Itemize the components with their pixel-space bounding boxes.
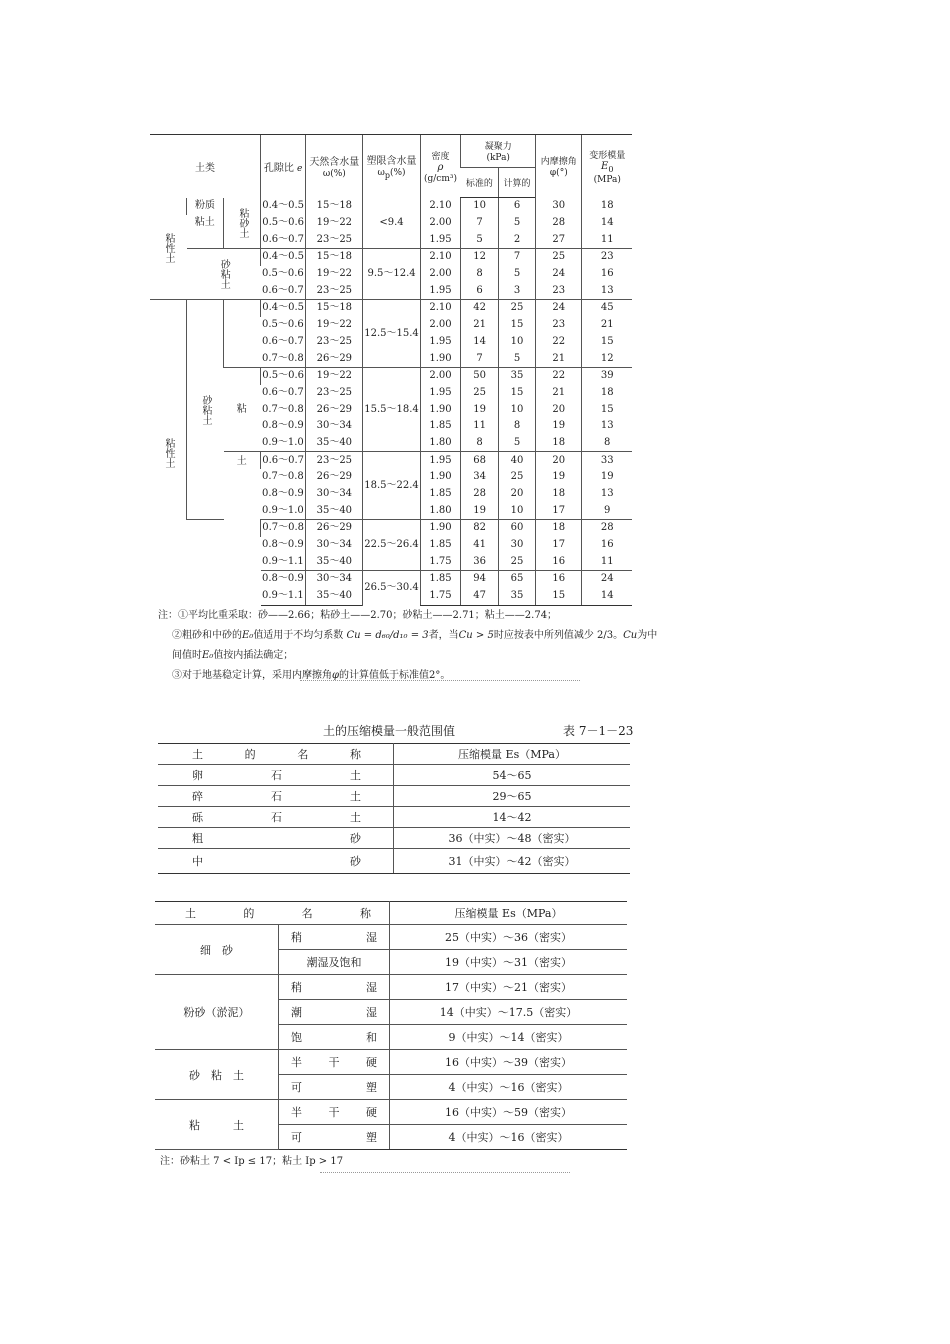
cell: 50 <box>461 367 499 384</box>
soil-group-label: 粘性土 <box>163 233 174 264</box>
header-soil-type: 土类 <box>150 135 261 198</box>
soil-group-name: 细 砂 <box>155 925 279 975</box>
table-row <box>155 1050 627 1075</box>
soil-state: 可 塑 <box>279 1075 390 1100</box>
soil-name: 砾 石 土 <box>158 807 394 828</box>
cell: 25 <box>498 469 535 486</box>
cell: 16 <box>582 537 632 554</box>
soil-name: 中 砂 <box>158 849 394 874</box>
cell: 1.75 <box>420 588 461 605</box>
cell: 0.7～0.8 <box>261 403 304 415</box>
cell: 25 <box>536 249 582 266</box>
cell: 28 <box>536 215 582 232</box>
table-row <box>150 198 632 215</box>
cell: 5 <box>498 266 535 283</box>
cell: 0.5～0.6 <box>261 268 304 280</box>
cell: 10 <box>461 198 499 215</box>
soil-state: 可 塑 <box>279 1125 390 1150</box>
table-row <box>150 520 632 537</box>
soil-nian-sha <box>224 198 261 249</box>
soil-state: 潮 湿 <box>279 1000 390 1025</box>
cell: 0.4～0.5 <box>261 249 306 266</box>
cell: 30～34 <box>306 486 363 503</box>
cell: 2.10 <box>420 198 461 215</box>
cell: 6 <box>461 282 499 299</box>
cell: 23～25 <box>306 452 363 469</box>
cell: 8 <box>498 418 535 435</box>
cell: 0.6～0.7 <box>261 386 304 398</box>
soil-name: 碎 石 土 <box>158 786 394 807</box>
cell: 21 <box>582 317 632 334</box>
cell: 19～22 <box>306 367 363 384</box>
table2-title: 土的压缩模量一般范围值 <box>323 724 456 738</box>
cut-off-line-2 <box>320 1172 570 1173</box>
soil-sha-nian <box>187 249 261 300</box>
table-row <box>158 786 630 807</box>
compression-modulus-value: 17（中实）～21（密实） <box>390 975 628 1000</box>
cell: 12 <box>582 350 632 367</box>
table-row <box>158 849 630 874</box>
cell: 0.7～0.8 <box>261 352 304 364</box>
cell: 26～29 <box>306 469 363 486</box>
cell: 23～25 <box>306 282 363 299</box>
cell: 7 <box>461 350 499 367</box>
soil-name: 卵 石 土 <box>158 765 394 786</box>
cell: 23～25 <box>306 231 363 248</box>
cell: 0.9～1.1 <box>261 588 306 605</box>
cell: 10 <box>498 334 535 351</box>
cell: 22 <box>536 367 582 384</box>
cell: 30～34 <box>306 571 363 588</box>
cell: 23 <box>536 282 582 299</box>
soil-subtype-label: 粘砂土 <box>237 207 248 238</box>
cell: 28 <box>461 486 499 503</box>
cell: 26～29 <box>306 350 363 367</box>
soil-sha-nian-2 <box>187 300 224 520</box>
cell: 5 <box>498 435 535 452</box>
cell: 8 <box>582 435 632 452</box>
cell: 19～22 <box>306 215 363 232</box>
cell: 0.5～0.6 <box>261 215 306 232</box>
cell: 0.4～0.5 <box>261 198 306 215</box>
cell: 1.95 <box>420 385 461 402</box>
table-row <box>150 249 632 266</box>
cell: 16 <box>582 266 632 283</box>
cell: 2.00 <box>420 317 461 334</box>
cell: 41 <box>461 537 499 554</box>
cell: 19～22 <box>306 317 363 334</box>
cell: 14 <box>461 334 499 351</box>
cell: 5 <box>498 350 535 367</box>
header-friction-angle: 内摩擦角 φ(°) <box>536 135 582 198</box>
cell: 14 <box>582 588 632 605</box>
compression-modulus-value: 9（中实）～14（密实） <box>390 1025 628 1050</box>
cell: 17 <box>536 537 582 554</box>
header-density: 密度 ρ (g/cm³) <box>420 135 461 198</box>
cell: 35～40 <box>306 553 363 570</box>
header-cohesion: 凝聚力 (kPa) <box>461 135 536 168</box>
cell: 36 <box>461 553 499 570</box>
cell: 18 <box>536 486 582 503</box>
cell: 21 <box>461 317 499 334</box>
cell: 0.4～0.5 <box>261 300 306 317</box>
cell: 19 <box>536 418 582 435</box>
cell: 0.6～0.7 <box>261 452 306 469</box>
table3-note: 注：砂粘土 7 < Ip ≤ 17；粘土 Ip > 17 <box>160 1156 344 1167</box>
cell: 0.7～0.8 <box>261 471 304 483</box>
soil-subtype-label: 砂粘土 <box>200 394 211 425</box>
cell: 23 <box>582 249 632 266</box>
cut-off-line <box>300 680 580 685</box>
cell: 65 <box>498 571 535 588</box>
header-natural-moisture: 天然含水量 ω(%) <box>306 135 363 198</box>
cell: 0.8～0.9 <box>261 420 304 432</box>
cell-plastic-limit: 9.5～12.4 <box>363 249 420 300</box>
soil-nian-2: 粘 <box>224 367 261 451</box>
table-row <box>155 975 627 1000</box>
cell: 21 <box>536 350 582 367</box>
table-row <box>158 828 630 849</box>
soil-properties-body <box>150 198 632 606</box>
cell: 26～29 <box>306 520 363 537</box>
note-3: ③对于地基稳定计算，采用内摩擦角φ的计算值低于标准值2°。 <box>172 670 451 681</box>
cell: 24 <box>536 266 582 283</box>
cell-plastic-limit: 26.5～30.4 <box>363 571 420 605</box>
note-2: ②粗砂和中砂的E₀值适用于不均匀系数 Cu = d₆₀/d₁₀ = 3者，当Cu > 5时应按表中所列值减少 2/3。Cu为中 <box>172 630 658 641</box>
cell: 11 <box>582 553 632 570</box>
compression-modulus-detail-table <box>155 901 627 1150</box>
soil-group-label: 粘性土 <box>163 437 174 468</box>
cell: 19 <box>461 401 499 418</box>
soil-state: 潮湿及饱和 <box>279 950 390 975</box>
cell: 9 <box>582 502 632 519</box>
cell: 0.9～1.0 <box>261 504 304 516</box>
cell: 18 <box>582 198 632 215</box>
cell: 15 <box>582 401 632 418</box>
cell: 0.6～0.7 <box>261 284 304 296</box>
cell: 6 <box>498 198 535 215</box>
compression-modulus-value: 29～65 <box>394 786 631 807</box>
cell: 23 <box>536 317 582 334</box>
cell: 7 <box>498 249 535 266</box>
cell: 40 <box>498 452 535 469</box>
cell: 3 <box>498 282 535 299</box>
cell: 1.85 <box>420 486 461 503</box>
compression-modulus-value: 4（中实）～16（密实） <box>390 1075 628 1100</box>
cell: 17 <box>536 502 582 519</box>
table-header-row <box>158 744 630 765</box>
cell: 30 <box>536 198 582 215</box>
cell-plastic-limit: 22.5～26.4 <box>363 520 420 571</box>
cell: 35～40 <box>306 502 363 519</box>
cell: 28 <box>582 520 632 537</box>
cell: 15～18 <box>306 249 363 266</box>
cell: 25 <box>498 553 535 570</box>
soil-properties-table <box>150 134 632 606</box>
cell: 26～29 <box>306 401 363 418</box>
compression-modulus-value: 31（中实）～42（密实） <box>394 849 631 874</box>
cell: 8 <box>461 266 499 283</box>
cell: 35～40 <box>306 588 363 605</box>
cell: 14 <box>582 215 632 232</box>
table-row <box>155 925 627 950</box>
cell: 12 <box>461 249 499 266</box>
cell: 34 <box>461 469 499 486</box>
cell: 2.00 <box>420 266 461 283</box>
cell: 2.10 <box>420 300 461 317</box>
soil-group-2 <box>150 300 187 605</box>
header-soil-name: 土 的 名 称 <box>158 744 394 765</box>
cell: 1.90 <box>420 401 461 418</box>
cell: 0.6～0.7 <box>261 335 304 347</box>
cell-plastic-limit: 18.5～22.4 <box>363 452 420 520</box>
cell: 10 <box>498 401 535 418</box>
cell: 39 <box>582 367 632 384</box>
table-row <box>158 765 630 786</box>
soil-tu-2: 土 <box>224 452 261 605</box>
cell: 15 <box>498 385 535 402</box>
cell: 68 <box>461 452 499 469</box>
cell: 2.10 <box>420 249 461 266</box>
cell: 0.5～0.6 <box>261 367 306 384</box>
cell: 24 <box>582 571 632 588</box>
cell: 20 <box>536 401 582 418</box>
cell: 42 <box>461 300 499 317</box>
cell: 0.5～0.6 <box>261 319 304 331</box>
header-void-ratio: 孔隙比 e <box>261 135 306 198</box>
cell: 1.95 <box>420 231 461 248</box>
cell: 18 <box>536 520 582 537</box>
cell: 15 <box>536 588 582 605</box>
cell: 5 <box>498 215 535 232</box>
cell: 35 <box>498 367 535 384</box>
cell-plastic-limit: 15.5～18.4 <box>363 367 420 451</box>
table-row <box>150 300 632 317</box>
cell: 18 <box>536 435 582 452</box>
cell: 30～34 <box>306 418 363 435</box>
cell: 1.90 <box>420 469 461 486</box>
cell-plastic-limit: 12.5～15.4 <box>363 300 420 368</box>
soil-group-name: 粉砂（淤泥） <box>155 975 279 1050</box>
cell: 1.95 <box>420 282 461 299</box>
cell: 19 <box>536 469 582 486</box>
cell: 10 <box>498 502 535 519</box>
compression-modulus-value: 36（中实）～48（密实） <box>394 828 631 849</box>
cell: 15 <box>498 317 535 334</box>
cell: 1.75 <box>420 553 461 570</box>
cell: 25 <box>498 300 535 317</box>
compression-modulus-value: 16（中实）～59（密实） <box>390 1100 628 1125</box>
cell: 13 <box>582 418 632 435</box>
table-header-row <box>155 902 627 925</box>
cell: 1.80 <box>420 502 461 519</box>
cell: 22 <box>536 334 582 351</box>
header-compression-modulus: 压缩模量 Es（MPa） <box>394 744 631 765</box>
soil-state: 稍 湿 <box>279 975 390 1000</box>
cell: 35～40 <box>306 435 363 452</box>
cell: 13 <box>582 282 632 299</box>
compression-modulus-value: 16（中实）～39（密实） <box>390 1050 628 1075</box>
cell: 13 <box>582 486 632 503</box>
table-notes <box>158 606 658 686</box>
cell: 15 <box>582 334 632 351</box>
compression-modulus-value: 25（中实）～36（密实） <box>390 925 628 950</box>
note-2-cont: 间值时E₀值按内插法确定； <box>172 650 294 661</box>
cell: 7 <box>461 215 499 232</box>
cell: 1.95 <box>420 452 461 469</box>
soil-group-1 <box>150 198 187 300</box>
cell: 21 <box>536 385 582 402</box>
compression-modulus-table <box>158 743 630 874</box>
header-cohesion-standard: 标准的 <box>461 168 499 198</box>
header-plastic-limit: 塑限含水量 $\omega_p(\%)$ <box>363 135 420 198</box>
soil-state: 饱 和 <box>279 1025 390 1050</box>
cell: 1.90 <box>420 350 461 367</box>
table-row <box>158 807 630 828</box>
cell: 0.7～0.8 <box>261 520 306 537</box>
cell: 30 <box>498 537 535 554</box>
cell: 0.8～0.9 <box>261 488 304 500</box>
soil-nian-tu: 粘土 <box>194 217 215 229</box>
cell: 1.95 <box>420 334 461 351</box>
table-row <box>155 1100 627 1125</box>
cell: 45 <box>582 300 632 317</box>
cell: 0.6～0.7 <box>261 231 306 248</box>
compression-modulus-value: 19（中实）～31（密实） <box>390 950 628 975</box>
cell: 19～22 <box>306 266 363 283</box>
cell-plastic-limit: <9.4 <box>363 198 420 249</box>
compression-modulus-value: 4（中实）～16（密实） <box>390 1125 628 1150</box>
soil-state: 半 干 硬 <box>279 1100 390 1125</box>
cell: 5 <box>461 231 499 248</box>
cell: 1.90 <box>420 520 461 537</box>
cell: 0.8～0.9 <box>261 539 304 551</box>
cell: 1.80 <box>420 435 461 452</box>
header-cohesion-calculated: 计算的 <box>498 168 535 198</box>
cell: 20 <box>536 452 582 469</box>
soil-subtype-label: 砂粘土 <box>218 259 230 290</box>
soil-name: 粗 砂 <box>158 828 394 849</box>
cell: 1.85 <box>420 537 461 554</box>
cell: 15～18 <box>306 300 363 317</box>
note-1: 注：①平均比重采取：砂——2.66；粘砂土——2.70；砂粘土——2.71；粘土——2.74； <box>158 610 558 621</box>
soil-state: 稍 湿 <box>279 925 390 950</box>
soil-group-name: 砂 粘 土 <box>155 1050 279 1100</box>
cell: 94 <box>461 571 499 588</box>
cell: 0.9～1.0 <box>261 436 304 448</box>
cell: 60 <box>498 520 535 537</box>
cell: 2.00 <box>420 215 461 232</box>
compression-modulus-value: 14～42 <box>394 807 631 828</box>
cell: 35 <box>498 588 535 605</box>
cell: 30～34 <box>306 537 363 554</box>
cell: 24 <box>536 300 582 317</box>
cell: 11 <box>461 418 499 435</box>
cell: 2 <box>498 231 535 248</box>
cell: 1.85 <box>420 571 461 588</box>
cell: 23～25 <box>306 385 363 402</box>
cell: 23～25 <box>306 334 363 351</box>
cell: 0.8～0.9 <box>261 571 306 588</box>
soil-fenzhi: 粉质 <box>187 198 224 215</box>
cell: 19 <box>582 469 632 486</box>
cell: 33 <box>582 452 632 469</box>
cell: 20 <box>498 486 535 503</box>
cell: 8 <box>461 435 499 452</box>
cell: 82 <box>461 520 499 537</box>
cell: 47 <box>461 588 499 605</box>
cell: 19 <box>461 502 499 519</box>
cell: 0.9～1.1 <box>261 555 304 567</box>
header-soil-name: 土 的 名 称 <box>155 902 390 925</box>
cell: 27 <box>536 231 582 248</box>
cell: 11 <box>582 231 632 248</box>
compression-modulus-value: 54～65 <box>394 765 631 786</box>
cell: 16 <box>536 553 582 570</box>
header-compression-modulus: 压缩模量 Es（MPa） <box>390 902 628 925</box>
soil-group-name: 粘 土 <box>155 1100 279 1150</box>
table2-number: 表 7－1－23 <box>563 724 634 738</box>
cell: 16 <box>536 571 582 588</box>
cell: 1.85 <box>420 418 461 435</box>
cell: 25 <box>461 385 499 402</box>
cell: 18 <box>582 385 632 402</box>
soil-state: 半 干 硬 <box>279 1050 390 1075</box>
cell: 2.00 <box>420 367 461 384</box>
header-deformation-modulus: 变形模量 $E_0$ (MPa) <box>582 135 632 198</box>
compression-modulus-value: 14（中实）～17.5（密实） <box>390 1000 628 1025</box>
cell: 15～18 <box>306 198 363 215</box>
